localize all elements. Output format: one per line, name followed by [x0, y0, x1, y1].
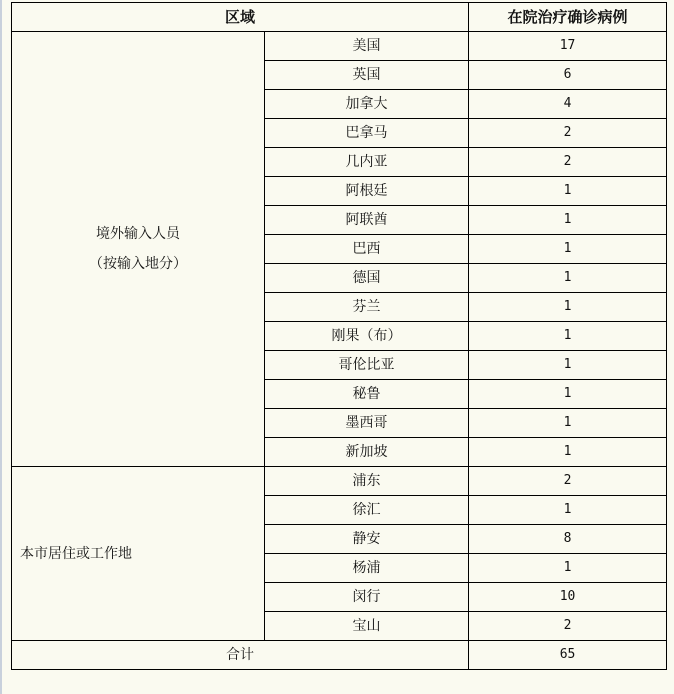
region-name: 浦东	[265, 467, 469, 496]
group-label-local: 本市居住或工作地	[12, 467, 265, 641]
header-region: 区域	[12, 3, 469, 32]
total-label: 合计	[12, 641, 469, 670]
case-count: 1	[469, 409, 667, 438]
case-count: 1	[469, 293, 667, 322]
group-label-imported	[12, 32, 265, 467]
case-count: 1	[469, 351, 667, 380]
case-count: 1	[469, 554, 667, 583]
group-label-line1: 境外输入人员	[96, 226, 180, 242]
region-name: 徐汇	[265, 496, 469, 525]
case-count: 2	[469, 612, 667, 641]
region-name: 杨浦	[265, 554, 469, 583]
region-name: 巴西	[265, 235, 469, 264]
region-name: 闵行	[265, 583, 469, 612]
case-count: 6	[469, 61, 667, 90]
left-border-strip	[0, 0, 2, 694]
case-count: 17	[469, 32, 667, 61]
case-count: 2	[469, 119, 667, 148]
region-name: 阿联酋	[265, 206, 469, 235]
region-name: 德国	[265, 264, 469, 293]
region-name: 秘鲁	[265, 380, 469, 409]
total-row	[12, 641, 667, 670]
region-name: 几内亚	[265, 148, 469, 177]
region-name: 宝山	[265, 612, 469, 641]
header-row	[12, 3, 667, 32]
case-count: 1	[469, 438, 667, 467]
case-count: 1	[469, 496, 667, 525]
case-count: 10	[469, 583, 667, 612]
group-label-line2: （按输入地分）	[89, 256, 187, 272]
region-name: 刚果（布）	[265, 322, 469, 351]
case-count: 8	[469, 525, 667, 554]
region-name: 墨西哥	[265, 409, 469, 438]
case-count: 2	[469, 467, 667, 496]
total-value: 65	[469, 641, 667, 670]
case-count: 1	[469, 322, 667, 351]
hospitalized-cases-table	[11, 2, 667, 670]
region-name: 美国	[265, 32, 469, 61]
case-count: 2	[469, 148, 667, 177]
region-name: 英国	[265, 61, 469, 90]
case-count: 1	[469, 206, 667, 235]
case-count: 1	[469, 264, 667, 293]
table-row	[12, 32, 667, 61]
case-count: 1	[469, 177, 667, 206]
region-name: 巴拿马	[265, 119, 469, 148]
region-name: 芬兰	[265, 293, 469, 322]
region-name: 阿根廷	[265, 177, 469, 206]
region-name: 静安	[265, 525, 469, 554]
case-count: 4	[469, 90, 667, 119]
case-count: 1	[469, 235, 667, 264]
case-count: 1	[469, 380, 667, 409]
table-row	[12, 467, 667, 496]
region-name: 新加坡	[265, 438, 469, 467]
region-name: 哥伦比亚	[265, 351, 469, 380]
region-name: 加拿大	[265, 90, 469, 119]
header-cases: 在院治疗确诊病例	[469, 3, 667, 32]
